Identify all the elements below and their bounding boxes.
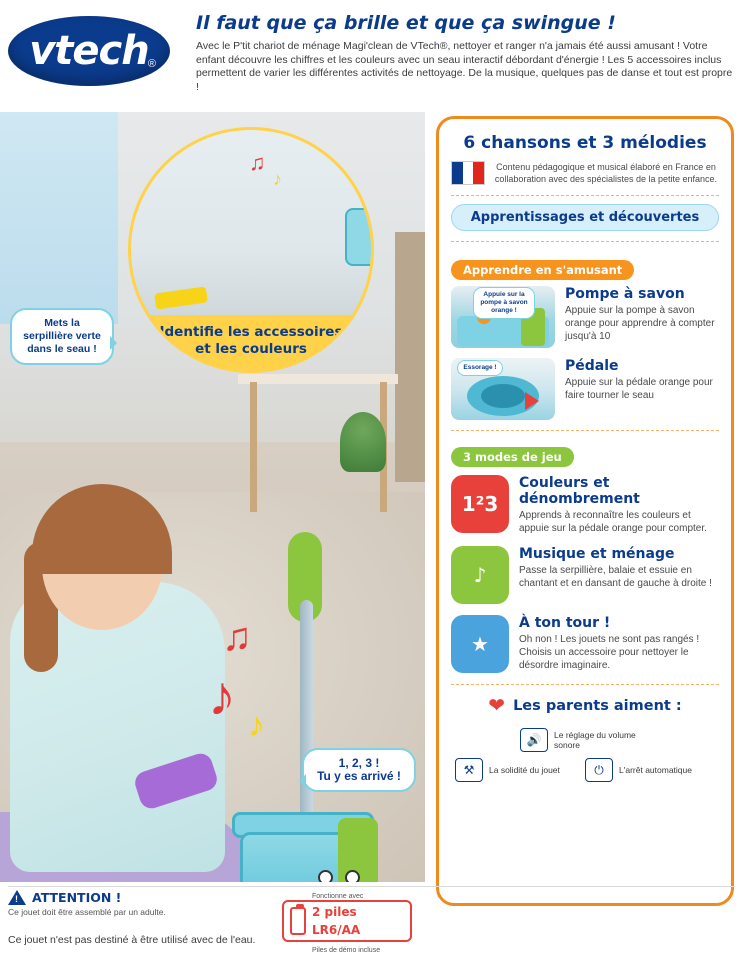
mode-description: Oh non ! Les jouets ne sont pas rangés ! Choisis un accessoire pour nettoyer le désordre imaginaire. bbox=[519, 634, 700, 671]
bottom-note: Ce jouet n'est pas destiné à être utilisé avec de l'eau. bbox=[8, 934, 256, 946]
thumb-bucket-inner bbox=[481, 384, 525, 408]
star-icon bbox=[451, 615, 509, 673]
list-item bbox=[585, 758, 715, 782]
divider bbox=[451, 684, 719, 685]
toy-mop-handle bbox=[300, 600, 313, 840]
warning-title: ATTENTION ! bbox=[32, 890, 122, 905]
photo-inset-yellow-accessory bbox=[154, 286, 208, 309]
mode-title: Musique et ménage bbox=[519, 546, 675, 562]
songs-title: 6 chansons et 3 mélodies bbox=[463, 133, 707, 153]
photo-inset-caption bbox=[131, 324, 371, 358]
photo-inset-mop-handle bbox=[369, 136, 371, 216]
feature-title: Pompe à savon bbox=[565, 286, 685, 302]
mode-description: Apprends à reconnaître les couleurs et appuie sur la pédale orange pour compter. bbox=[519, 510, 707, 534]
features-panel bbox=[436, 116, 734, 906]
inset-caption-line-2: et les couleurs bbox=[195, 341, 307, 357]
speaker-icon: 🔊 bbox=[520, 728, 548, 752]
vtech-logo bbox=[8, 16, 183, 98]
divider bbox=[451, 241, 719, 242]
france-content-row bbox=[451, 161, 719, 185]
photo-door bbox=[395, 232, 425, 482]
product-lifestyle-photo bbox=[0, 112, 425, 882]
mode-row bbox=[451, 546, 719, 604]
battery-icon bbox=[290, 907, 306, 935]
photo-inset-image bbox=[131, 130, 371, 315]
numbers-palette-icon bbox=[451, 475, 509, 533]
mode-icon-glyph: 1²3 bbox=[461, 492, 499, 516]
learning-pill: Apprentissages et découvertes bbox=[451, 204, 719, 231]
parents-header bbox=[451, 693, 719, 718]
warning-block bbox=[8, 890, 268, 918]
auto-off-icon: ⏻ bbox=[585, 758, 613, 782]
photo-inset-circle bbox=[131, 130, 371, 370]
warning-triangle-icon bbox=[8, 890, 26, 905]
soap-pump-thumbnail bbox=[451, 286, 555, 348]
toy-strength-icon: ⚒ bbox=[455, 758, 483, 782]
mode-text bbox=[519, 615, 719, 672]
photo-table-leg-left bbox=[250, 382, 257, 512]
benefit-text: Le réglage du volume sonore bbox=[554, 729, 636, 750]
mode-icon-glyph: ♪ bbox=[473, 563, 487, 587]
warning-text: Ce jouet doit être assemblé par un adulte. bbox=[8, 907, 166, 917]
list-item bbox=[520, 728, 650, 752]
tag-learn-playing: Apprendre en s'amusant bbox=[451, 260, 634, 280]
toy-face-eye-right bbox=[345, 870, 360, 882]
photo-blue-wall-panel bbox=[0, 112, 118, 324]
speech-bubble-count bbox=[302, 748, 416, 792]
rotation-arrow-icon bbox=[525, 392, 539, 410]
warning-header bbox=[8, 890, 268, 905]
heart-icon: ❤ bbox=[488, 695, 506, 717]
logo-oval bbox=[8, 16, 170, 86]
mode-title: À ton tour ! bbox=[519, 615, 611, 631]
logo-registered-mark: ® bbox=[147, 58, 156, 70]
logo-text: vtech bbox=[29, 28, 149, 74]
music-note-icon: ♪ bbox=[248, 706, 265, 744]
music-note-icon: ♪ bbox=[273, 169, 282, 189]
mode-text bbox=[519, 475, 719, 535]
parents-benefits-grid bbox=[451, 728, 719, 782]
benefit-text: La solidité du jouet bbox=[489, 764, 560, 775]
broom-music-icon bbox=[451, 546, 509, 604]
battery-bottom-text: Piles de démo incluse bbox=[312, 947, 381, 954]
music-note-icon: ♫ bbox=[222, 615, 252, 659]
battery-top-text: Fonctionne avec bbox=[312, 893, 364, 900]
divider bbox=[451, 195, 719, 196]
feature-row bbox=[451, 358, 719, 420]
bubble-count-line-1: 1, 2, 3 ! bbox=[338, 756, 380, 770]
mode-row bbox=[451, 475, 719, 535]
mode-text bbox=[519, 546, 719, 590]
photo-table-top bbox=[238, 374, 398, 384]
thumb-speech-bubble: Appuie sur la pompe à savon orange ! bbox=[473, 287, 535, 319]
toy-face-eye-left bbox=[318, 870, 333, 882]
speech-bubble-mop: Mets la serpillière verte dans le seau ! bbox=[10, 308, 114, 365]
pedal-thumbnail bbox=[451, 358, 555, 420]
tag-play-modes: 3 modes de jeu bbox=[451, 447, 574, 467]
feature-description: Appuie sur la pédale orange pour faire tourner le seau bbox=[565, 377, 713, 401]
mode-description: Passe la serpillière, balaie et essuie en chantant et en dansant de gauche à droite ! bbox=[519, 565, 712, 589]
photo-plant bbox=[340, 412, 386, 472]
photo-inset-toy-bucket bbox=[345, 208, 371, 266]
feature-row bbox=[451, 286, 719, 348]
mode-title: Couleurs et dénombrement bbox=[519, 475, 640, 507]
list-item bbox=[455, 758, 585, 782]
header bbox=[0, 0, 743, 112]
header-description: Avec le P'tit chariot de ménage Magi'clean de VTech®, nettoyer et ranger n'a jamais été aussi amusant ! Votre enfant découvre les chiffres et les couleurs avec un seau interactif débordant d'énergie ! Les 5 accessoires inclus permettent de varier les différentes activités de nettoyage. De la musique, quelques pas de danse et tout est propre ! bbox=[196, 40, 733, 93]
france-content-text: Contenu pédagogique et musical élaboré en France en collaboration avec des spécialistes de la petite enfance. bbox=[494, 162, 718, 184]
feature-title: Pédale bbox=[565, 358, 619, 374]
mode-row bbox=[451, 615, 719, 673]
feature-text bbox=[565, 286, 719, 343]
feature-description: Appuie sur la pompe à savon orange pour apprendre à compter jusqu'à 10 bbox=[565, 305, 715, 342]
divider bbox=[451, 430, 719, 431]
feature-text bbox=[565, 358, 719, 402]
france-flag-icon bbox=[451, 161, 485, 185]
music-note-icon: ♫ bbox=[249, 150, 266, 175]
benefit-text: L'arrêt automatique bbox=[619, 764, 692, 775]
bubble-count-line-2: Tu y es arrivé ! bbox=[317, 769, 401, 783]
inset-caption-line-1: Identifie les accessoires bbox=[159, 324, 343, 340]
thumb-speech-bubble: Essorage ! bbox=[457, 360, 503, 376]
battery-text bbox=[312, 885, 404, 957]
battery-main-text: 2 piles LR6/AA bbox=[312, 905, 361, 937]
page-title: Il faut que ça brille et que ça swingue ! bbox=[196, 12, 616, 34]
battery-info-box bbox=[282, 893, 412, 954]
parents-title: Les parents aiment : bbox=[513, 697, 682, 714]
music-note-icon: ♪ bbox=[208, 664, 236, 727]
mode-icon-glyph: ★ bbox=[471, 632, 489, 656]
